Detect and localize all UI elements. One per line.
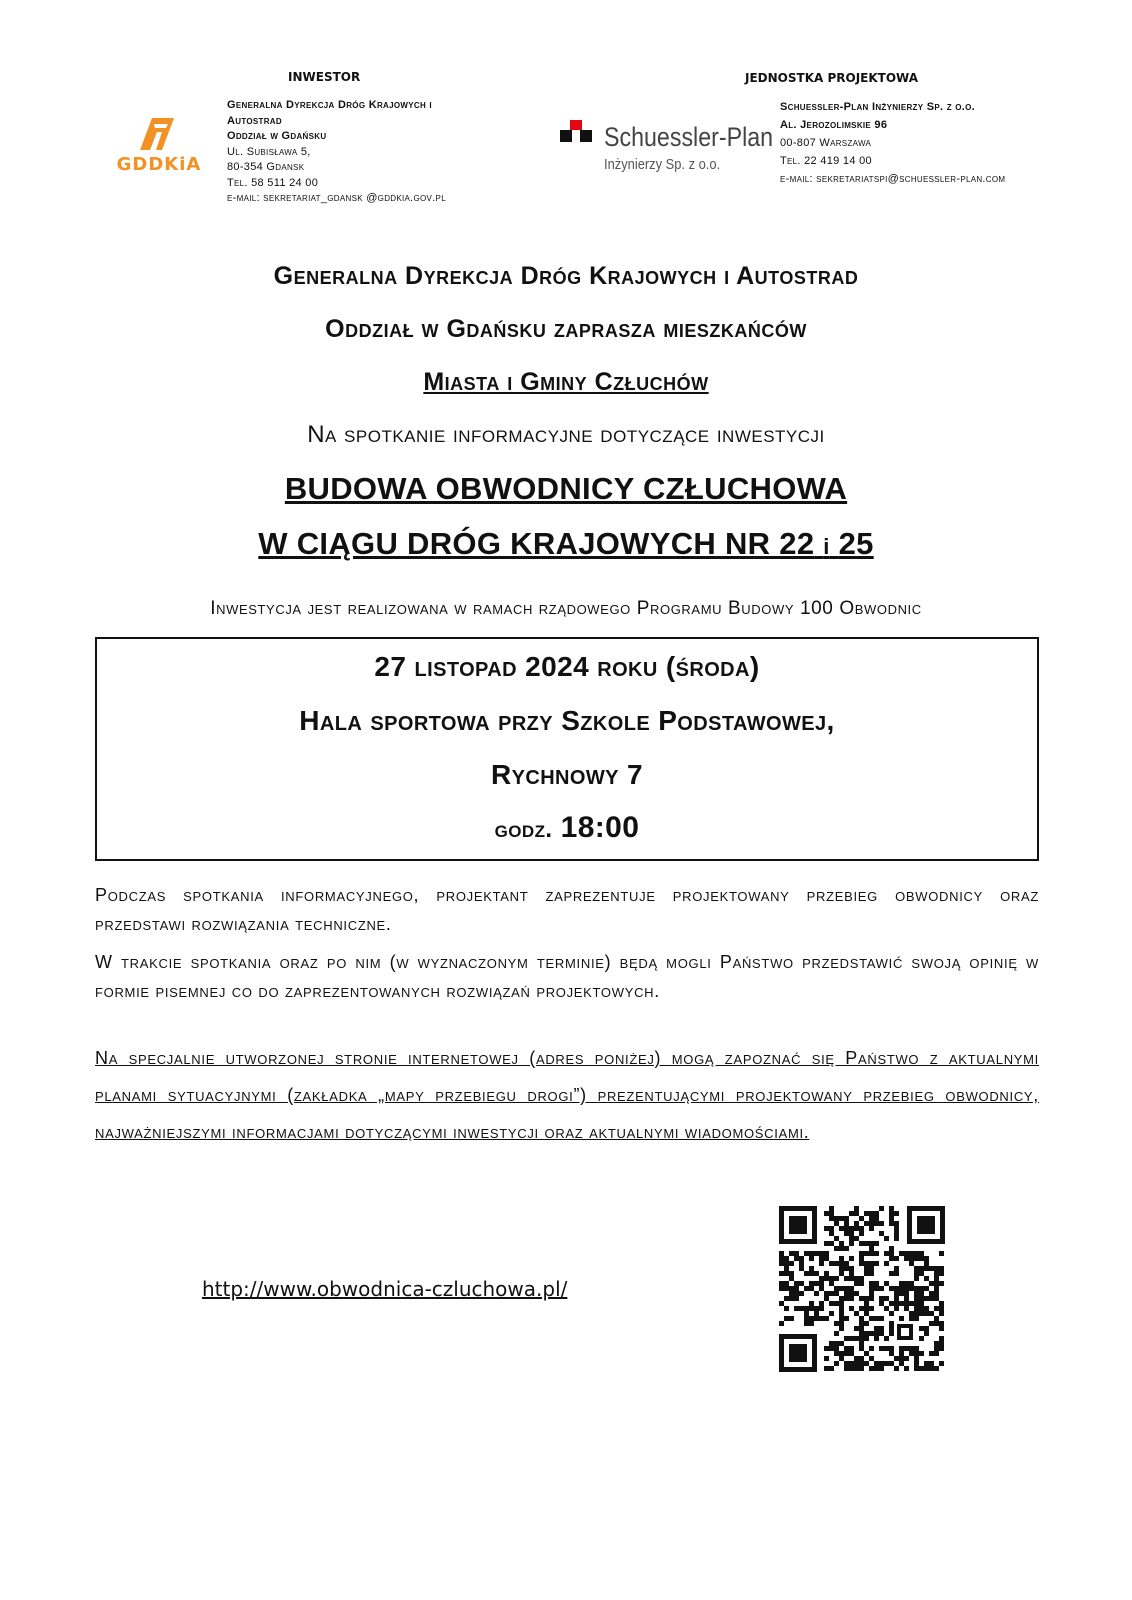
designer-title: JEDNOSTKA PROJEKTOWA — [745, 71, 919, 85]
designer-street: Al. Jerozolimskie 96 — [780, 119, 888, 131]
website-link[interactable]: http://www.obwodnica-czluchowa.pl/ — [202, 1277, 568, 1301]
qr-code-graphic — [779, 1206, 945, 1372]
invitation-line-2: Oddział w Gdańsku zaprasza mieszkańców — [325, 315, 807, 343]
investor-name-line2: Autostrad — [227, 114, 282, 127]
designer-city: 00-807 Warszawa — [780, 137, 872, 149]
invitation-line-1: Generalna Dyrekcja Dróg Krajowych i Autostrad — [273, 262, 859, 290]
investor-phone: Tel. 58 511 24 00 — [227, 176, 319, 189]
investment-title-2 — [0, 526, 1132, 562]
event-time — [97, 811, 1037, 845]
event-details-box — [95, 637, 1039, 861]
schuessler-plan-logo-name: Schuessler-Plan — [604, 122, 774, 152]
investment-title-2a: W CIĄGU DRÓG KRAJOWYCH NR 22 — [258, 526, 815, 561]
designer-phone: Tel. 22 419 14 00 — [780, 155, 872, 167]
investor-title: INWESTOR — [288, 70, 361, 84]
paragraph-presentation: Podczas spotkania informacyjnego, projektant zaprezentuje projektowany przebieg obwodnicy oraz przedstawi rozwiązania techniczne. — [95, 885, 1039, 934]
investor-address — [227, 98, 547, 207]
event-time-value: 18:00 — [560, 811, 640, 844]
event-time-label: godz. — [494, 816, 553, 843]
investor-name-line1: Generalna Dyrekcja Dróg Krajowych i — [227, 99, 432, 111]
qr-code-icon — [779, 1206, 945, 1372]
invitation-line-4: Na spotkanie informacyjne dotyczące inwestycji — [307, 421, 825, 448]
designer-name: Schuessler-Plan Inżynierzy Sp. z o.o. — [780, 101, 976, 113]
investor-email[interactable]: e-mail: sekretariat_gdansk @gddkia.gov.pl — [227, 192, 446, 204]
gddkia-logo — [110, 114, 208, 178]
program-note: Inwestycja jest realizowana w ramach rządowego Programu Budowy 100 Obwodnic — [210, 598, 922, 619]
schuessler-plan-mark-icon — [560, 120, 592, 152]
paragraph-opinion: W trakcie spotkania oraz po nim (w wyznaczonym terminie) będą mogli Państwo przedstawić swoją opinię w formie pisemnej co do zaprezentowanych rozwiązań projektowych. — [95, 952, 1039, 1001]
designer-address — [780, 98, 1125, 188]
schuessler-plan-logo — [560, 118, 774, 178]
event-address: Rychnowy 7 — [490, 759, 643, 790]
schuessler-plan-logo-sub: Inżynierzy Sp. z o.o. — [604, 156, 721, 173]
invitation-line-3: Miasta i Gminy Człuchów — [423, 368, 709, 396]
investment-title-2b: i — [823, 534, 830, 559]
investment-title-1: BUDOWA OBWODNICY CZŁUCHOWA — [284, 471, 848, 506]
event-place: Hala sportowa przy Szkole Podstawowej, — [299, 705, 835, 736]
investment-title-2c: 25 — [838, 526, 874, 561]
investor-street: Ul. Subisława 5, — [227, 145, 311, 158]
designer-email[interactable]: e-mail: sekretariatspi@schuessler-plan.com — [780, 173, 1006, 185]
gddkia-logo-text: GDDKiA — [116, 154, 202, 175]
investor-branch: Oddział w Gdańsku — [227, 130, 327, 142]
event-date: 27 listopad 2024 roku (środa) — [374, 651, 760, 682]
investor-city: 80-354 Gdansk — [227, 161, 305, 173]
paragraph-website-info: Na specjalnie utworzonej stronie internetowej (adres poniżej) mogą zapoznać się Państwo z aktualnymi planami sytuacyjnymi (zakładka „mapy przebiegu drogi”) prezentującymi projektowany przebieg obwodnicy, najważniejszymi informacjami dotyczącymi inwestycji oraz aktualnymi wiadomościami. — [95, 1048, 1039, 1142]
